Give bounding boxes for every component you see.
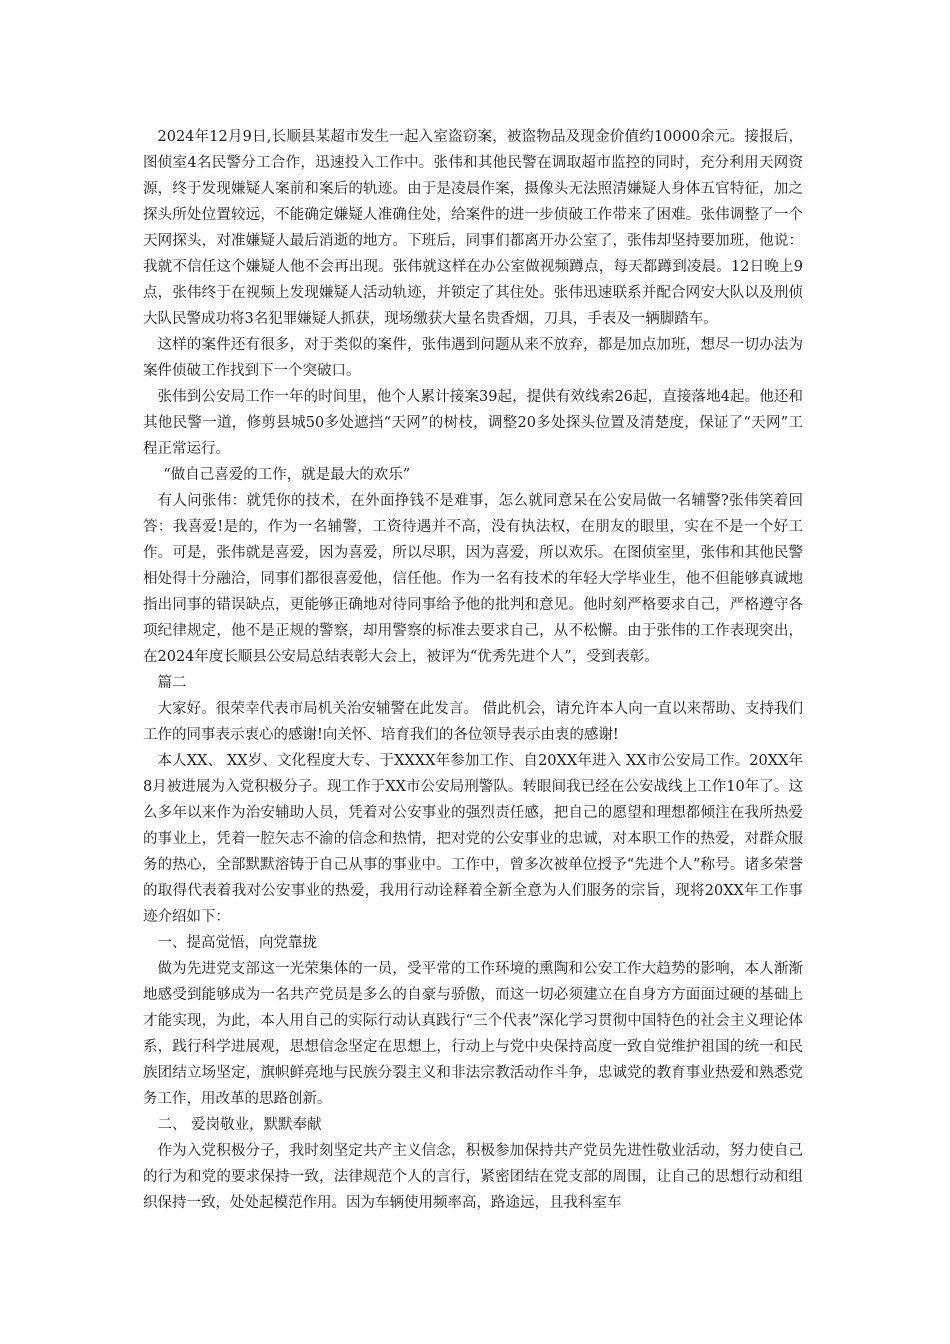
paragraph-dedication: 作为入党积极分子，我时刻坚定共产主义信念，积极参加保持共产党员先进性敬业活动，努力使自己的行为和党的要求保持一致，法律规范个人的言行，紧密团结在党支部的周围，让自己的思想行动和组织保持一致，处处起模范作用。因为车辆使用频率高，路途远，且我科室车	[143, 1143, 803, 1211]
section-heading-part-two: 篇二	[157, 675, 187, 691]
paragraph-work-stats: 张伟到公安局工作一年的时间里，他个人累计接案39起，提供有效线索26起，直接落地4起。他还和其他民警一道，修剪县城50多处遮挡“天网”的树枝，调整20多处探头位置及清楚度，保证了“天网”工程正常运行。	[143, 389, 803, 457]
paragraph-self-intro: 本人XX、 XX岁、文化程度大专、于XXXX年参加工作、自20XX年进入 XX市公安局工作。20XX年8月被进展为入党积极分子。现工作于XX市公安局刑警队。转眼间我已经在公安战线上工作10年了。这么多年以来作为治安辅助人员，凭着对公安事业的强烈责任感，把自己的愿望和理想都倾注在我所热爱的事业上，凭着一腔矢志不渝的信念和热情，把对党的公安事业的忠诚，对本职工作的热爱，对群众服务的热心，全部默默溶铸于自己从事的事业中。工作中，曾多次被单位授予“先进个人”称号。诸多荣誉的取得代表着我对公安事业的热爱，我用行动诠释着全新全意为人们服务的宗旨，现将20XX年工作事迹介绍如下：	[143, 753, 803, 925]
paragraph-interview: 有人问张伟：就凭你的技术，在外面挣钱不是难事，怎么就同意呆在公安局做一名辅警?张伟笑着回答：我喜爱!是的，作为一名辅警，工资待遇并不高，没有执法权，在朋友的眼里，实在不是一个好工作。可是，张伟就是喜爱，因为喜爱，所以尽职，因为喜爱，所以欢乐。在图侦室里，张伟和其他民警相处得十分融洽，同事们都很喜爱他，信任他。作为一名有技术的年轻大学毕业生，他不但能够真诚地指出同事的错误缺点，更能够正确地对待同事给予他的批判和意见。他时刻严格要求自己，严格遵守各项纪律规定，他不是正规的警察，却用警察的标准去要求自己，从不松懈。由于张伟的工作表现突出，在2024年度长顺县公安局总结表彰大会上，被评为“优秀先进个人”，受到表彰。	[143, 493, 803, 665]
section-heading-one: 一、提高觉悟，向党靠拢	[157, 935, 317, 951]
paragraph-party-awareness: 做为先进党支部这一光荣集体的一员，受平常的工作环境的熏陶和公安工作大趋势的影响，本人渐渐地感受到能够成为一名共产党员是多么的自豪与骄傲，而这一切必须建立在自身方方面面过硬的基础上才能实现，为此，本人用自己的实际行动认真践行“三个代表”深化学习贯彻中国特色的社会主义理论体系，践行科学进展观，思想信念坚定在思想上，行动上与党中央保持高度一致自觉维护祖国的统一和民族团结立场坚定，旗帜鲜亮地与民族分裂主义和非法宗教活动作斗争，忠诚党的教育事业热爱和熟悉党务工作，用改革的思路创新。	[143, 961, 803, 1107]
paragraph-case-report: 2024年12月9日,长顺县某超市发生一起入室盗窃案，被盗物品及现金价值约10000余元。接报后，图侦室4名民警分工合作，迅速投入工作中。张伟和其他民警在调取超市监控的同时，充分利用天网资源，终于发现嫌疑人案前和案后的轨迹。由于是凌晨作案，摄像头无法照清嫌疑人身体五官特征，加之探头所处位置较远，不能确定嫌疑人准确住处，给案件的进一步侦破工作带来了困难。张伟调整了一个天网探头，对准嫌疑人最后消逝的地方。下班后，同事们都离开办公室了，张伟却坚持要加班，他说：我就不信任这个嫌疑人他不会再出现。张伟就这样在办公室做视频蹲点，每天都蹲到凌晨。12日晚上9点，张伟终于在视频上发现嫌疑人活动轨迹，并锁定了其住处。张伟迅速联系并配合网安大队以及刑侦大队民警成功将3名犯罪嫌疑人抓获，现场缴获大量名贵香烟，刀具，手表及一辆脚踏车。	[143, 129, 803, 327]
quote-heading: “做自己喜爱的工作，就是最大的欢乐”	[163, 467, 411, 483]
paragraph-similar-cases: 这样的案件还有很多，对于类似的案件，张伟遇到问题从来不放弃，都是加点加班，想尽一切办法为案件侦破工作找到下一个突破口。	[143, 337, 803, 379]
section-heading-two: 二、 爱岗敬业，默默奉献	[157, 1117, 322, 1133]
document-body	[143, 124, 803, 1216]
paragraph-greeting: 大家好。很荣幸代表市局机关治安辅警在此发言。 借此机会，请允许本人向一直以来帮助、支持我们工作的同事表示衷心的感谢!向关怀、培育我们的各位领导表示由衷的感谢!	[143, 701, 803, 743]
